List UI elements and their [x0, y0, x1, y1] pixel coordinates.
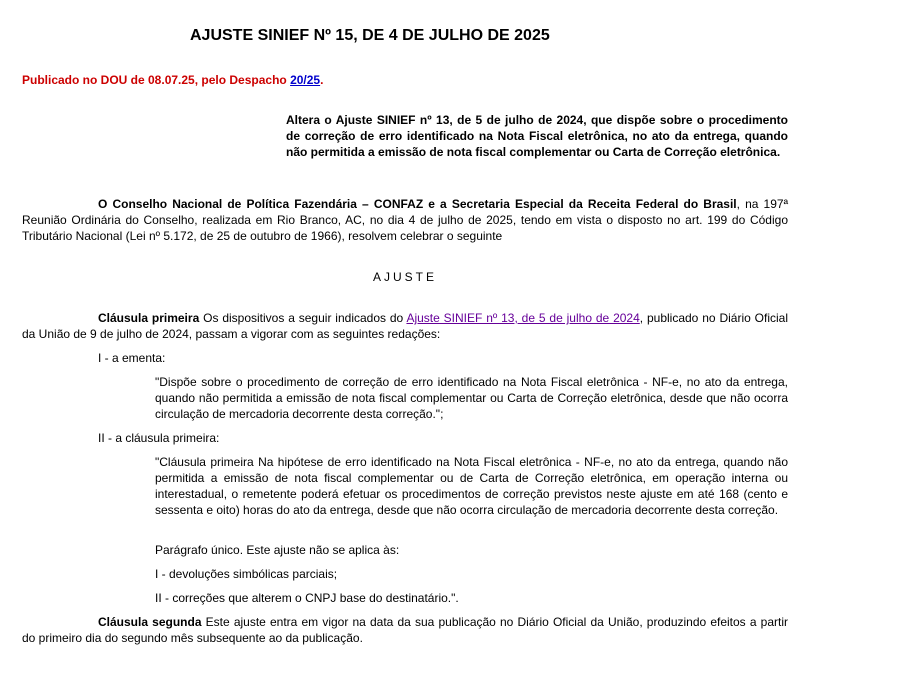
clausula-primeira [22, 310, 788, 342]
item-ii: II - a cláusula primeira: [98, 431, 220, 445]
item-ii-text: "Cláusula primeira Na hipótese de erro identificado na Nota Fiscal eletrônica - NF-e, no ato da entrega, quando não permitida a emissão de nota fiscal complementar ou de Carta de Correção eletrônica, em operação interna ou interestadual, o remetente poderá efetuar os procedimentos de correção previstos neste ajuste em até 168 (cento e sessenta e oito) horas do ato da entrega, desde que não ocorra circulação de mercadoria decorrente desta correção. [155, 455, 788, 517]
despacho-link[interactable]: 20/25 [290, 73, 321, 87]
paragrafo-unico: Parágrafo único. Este ajuste não se aplica às: [155, 543, 400, 557]
clausula-primeira-text-before: Os dispositivos a seguir indicados do [199, 311, 407, 325]
publication-prefix: Publicado no DOU de 08.07.25, pelo Despacho [22, 73, 291, 87]
item-i-text: "Dispõe sobre o procedimento de correção de erro identificado na Nota Fiscal eletrônica - NF-e, no ato da entrega, quando não permitida a emissão de nota fiscal complementar ou Carta de Correção eletrônica, desde que não ocorra circulação de mercadoria decorrente desta correção."; [155, 375, 788, 421]
publication-suffix: . [320, 73, 324, 87]
publication-note [22, 73, 323, 87]
document-title: AJUSTE SINIEF Nº 15, DE 4 DE JULHO DE 2025 [190, 27, 550, 44]
clausula-primeira-text-after: , publicado no Diário Oficial da União de 9 de julho de 2024, passam a vigorar com as seguintes redações: [22, 311, 788, 341]
preamble-text: , na 197ª Reunião Ordinária do Conselho, realizada em Rio Branco, AC, no dia 4 de julho de 2025, tendo em vista o disposto no art. 199 do Código Tributário Nacional (Lei nº 5.172, de 25 de outubro de 1966), resolvem celebrar o seguinte [22, 197, 789, 243]
paragrafo-unico-item-i: I - devoluções simbólicas parciais; [155, 567, 338, 581]
ementa: Altera o Ajuste SINIEF nº 13, de 5 de julho de 2024, que dispõe sobre o procedimento de correção de erro identificado na Nota Fiscal eletrônica, no ato da entrega, quando não permitida a emissão de nota fiscal complementar ou Carta de Correção eletrônica. [286, 113, 788, 159]
item-i: I - a ementa: [98, 351, 166, 365]
clausula-segunda-label: Cláusula segunda [98, 615, 202, 629]
clausula-primeira-label: Cláusula primeira [98, 311, 200, 325]
preamble [22, 196, 788, 244]
clausula-segunda [22, 614, 788, 646]
ajuste-heading: AJUSTE [372, 270, 437, 284]
paragrafo-unico-item-ii: II - correções que alterem o CNPJ base do destinatário.". [155, 591, 459, 605]
ajuste-sinief-13-link[interactable]: Ajuste SINIEF nº 13, de 5 de julho de 2024 [406, 311, 640, 325]
preamble-bold: O Conselho Nacional de Política Fazendária – CONFAZ e a Secretaria Especial da Receita Federal do Brasil [98, 197, 737, 211]
clausula-segunda-text: Este ajuste entra em vigor na data da sua publicação no Diário Oficial da União, produzindo efeitos a partir do primeiro dia do segundo mês subsequente ao da publicação. [22, 615, 788, 645]
